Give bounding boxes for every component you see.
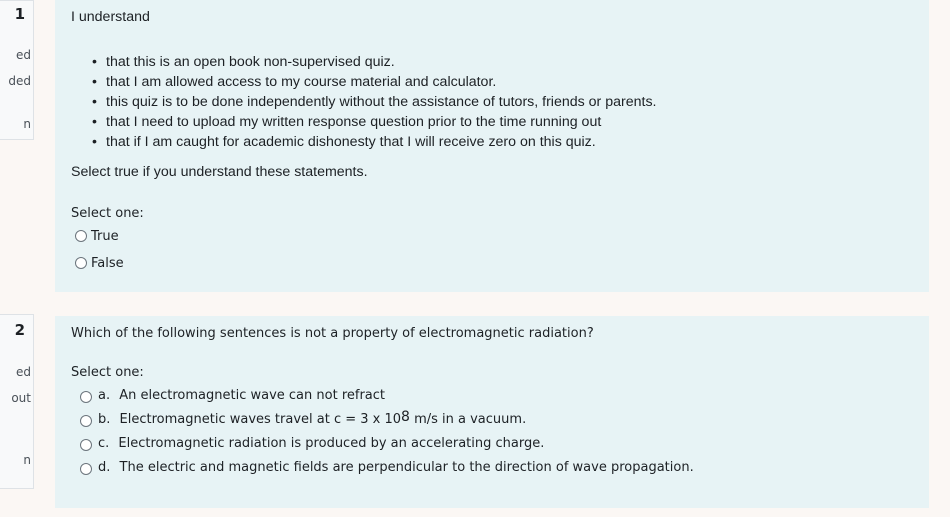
list-item: • that I need to upload my written response question prior to the time running out: [106, 112, 657, 132]
question-flag: n: [23, 453, 31, 467]
option-b-label[interactable]: [98, 409, 527, 428]
question-state: ed: [16, 365, 31, 379]
list-item: • that this is an open book non-supervised quiz.: [106, 52, 657, 72]
list-item: • this quiz is to be done independently without the assistance of tutors, friends or parents.: [106, 92, 657, 112]
option-text: Electromagnetic waves travel at c = 3 x 10: [119, 412, 402, 427]
question-1-info: [0, 0, 34, 140]
statement-list: [106, 52, 657, 152]
option-text: Electromagnetic radiation is produced by an accelerating charge.: [118, 436, 545, 451]
instruction-text: Select true if you understand these statements.: [71, 164, 368, 180]
select-one-label: Select one:: [71, 365, 144, 380]
option-text: An electromagnetic wave can not refract: [119, 388, 386, 403]
option-true-label[interactable]: True: [91, 229, 119, 244]
question-text: Which of the following sentences is not a property of electromagnetic radiation?: [71, 326, 594, 341]
radio-true[interactable]: [75, 230, 87, 242]
list-item: • that if I am caught for academic dishonesty that I will receive zero on this quiz.: [106, 132, 657, 152]
exponent: 8: [401, 409, 410, 425]
question-2-card: [55, 316, 929, 508]
radio-option-c[interactable]: [80, 439, 92, 451]
question-heading: I understand: [71, 9, 150, 25]
select-one-label: Select one:: [71, 206, 144, 221]
option-letter: d.: [98, 460, 111, 475]
question-1-card: [55, 0, 929, 292]
radio-false[interactable]: [75, 257, 87, 269]
question-flag: n: [23, 117, 31, 131]
option-d-label[interactable]: [98, 460, 694, 475]
list-item: • that I am allowed access to my course material and calculator.: [106, 72, 657, 92]
option-text: The electric and magnetic fields are perpendicular to the direction of wave propagation.: [119, 460, 694, 475]
radio-option-b[interactable]: [80, 415, 92, 427]
option-c-label[interactable]: [98, 436, 544, 451]
option-letter: c.: [98, 436, 110, 451]
question-grade-state: ded: [8, 74, 31, 88]
option-letter: a.: [98, 388, 111, 403]
radio-option-d[interactable]: [80, 463, 92, 475]
question-state: ed: [16, 48, 31, 62]
question-grade-state: out: [11, 391, 31, 405]
question-2-info: [0, 314, 34, 489]
option-a-label[interactable]: [98, 388, 385, 403]
question-number: 2: [14, 321, 25, 339]
option-text-after: m/s in a vacuum.: [409, 412, 527, 427]
radio-option-a[interactable]: [80, 391, 92, 403]
question-number: 1: [14, 5, 25, 23]
option-false-label[interactable]: False: [91, 256, 124, 271]
option-letter: b.: [98, 412, 111, 427]
